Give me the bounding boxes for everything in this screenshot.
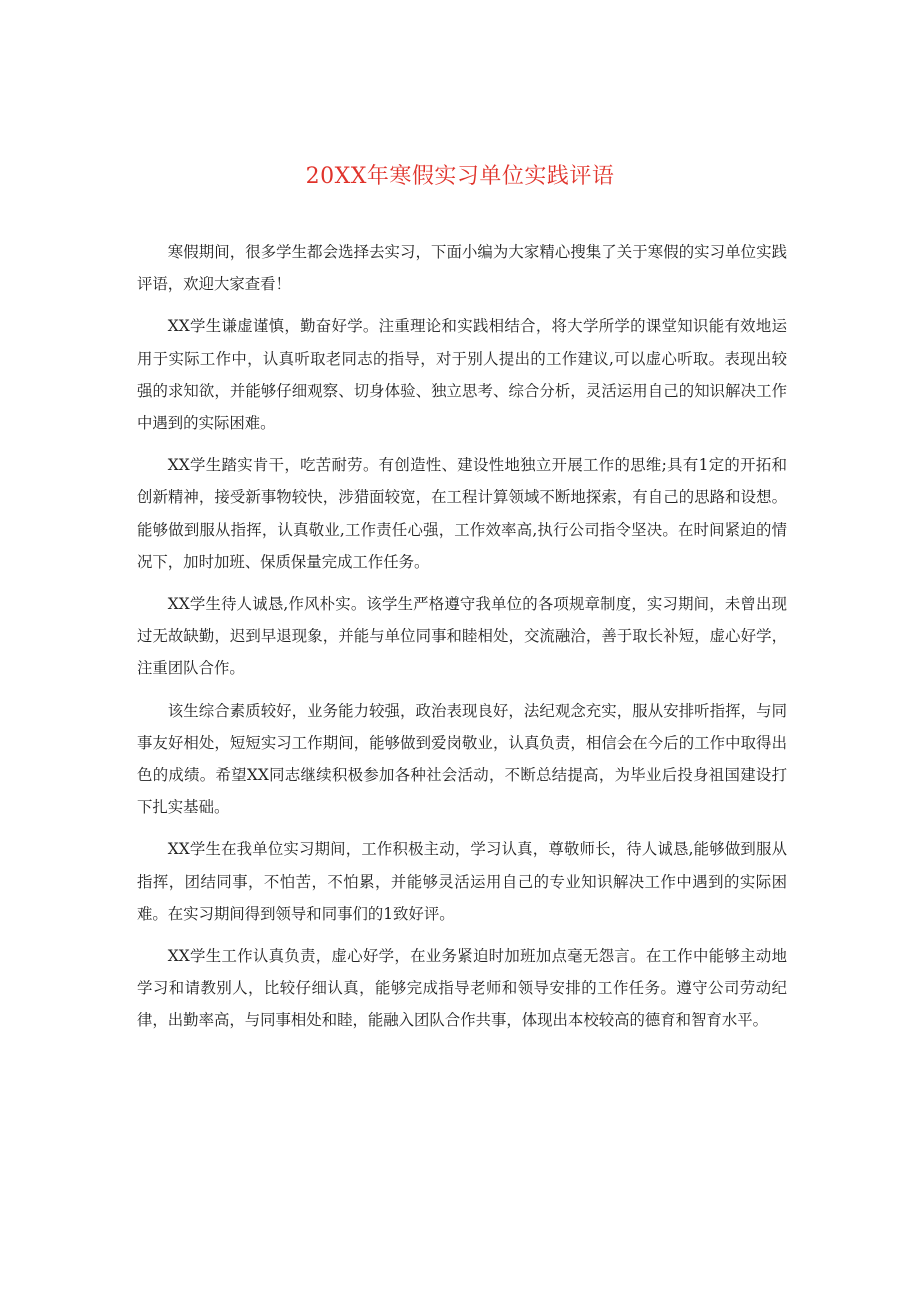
paragraph-comment-5: XX学生在我单位实习期间，工作积极主动，学习认真，尊敬师长，待人诚恳,能够做到服从指挥，团结同事，不怕苦，不怕累，并能够灵活运用自己的专业知识解决工作中遇到的实际困难。在实习期间得到领导和同事们的1致好评。	[137, 840, 787, 923]
paragraph-comment-2: XX学生踏实肯干，吃苦耐劳。有创造性、建设性地独立开展工作的思维;具有1定的开拓和创新精神，接受新事物较快，涉猎面较宽，在工程计算领域不断地探索，有自己的思路和设想。能够做到服从指挥，认真敬业,工作责任心强，工作效率高,执行公司指令坚决。在时间紧迫的情况下，加时加班、保质保量完成工作任务。	[137, 456, 787, 571]
paragraph-intro: 寒假期间，很多学生都会选择去实习，下面小编为大家精心搜集了关于寒假的实习单位实践评语，欢迎大家查看！	[137, 243, 787, 294]
paragraph-comment-6: XX学生工作认真负责，虚心好学，在业务紧迫时加班加点毫无怨言。在工作中能够主动地学习和请教别人，比较仔细认真，能够完成指导老师和领导安排的工作任务。遵守公司劳动纪律，出勤率高，与同事相处和睦，能融入团队合作共事，体现出本校较高的德育和智育水平。	[137, 947, 787, 1030]
document-body	[137, 236, 787, 1047]
paragraph-comment-3: XX学生待人诚恳,作风朴实。该学生严格遵守我单位的各项规章制度，实习期间，未曾出现过无故缺勤，迟到早退现象，并能与单位同事和睦相处，交流融洽，善于取长补短，虚心好学，注重团队合作。	[137, 595, 787, 678]
paragraph-comment-1: XX学生谦虚谨慎，勤奋好学。注重理论和实践相结合，将大学所学的课堂知识能有效地运用于实际工作中，认真听取老同志的指导，对于别人提出的工作建议,可以虚心听取。表现出较强的求知欲，并能够仔细观察、切身体验、独立思考、综合分析，灵活运用自己的知识解决工作中遇到的实际困难。	[137, 317, 787, 433]
document-title: 20XX年寒假实习单位实践评语	[305, 164, 615, 189]
paragraph-comment-4: 该生综合素质较好，业务能力较强，政治表现良好，法纪观念充实，服从安排听指挥，与同事友好相处，短短实习工作期间，能够做到爱岗敬业，认真负责，相信会在今后的工作中取得出色的成绩。希望XX同志继续积极参加各种社会活动，不断总结提高，为毕业后投身祖国建设打下扎实基础。	[137, 701, 787, 817]
